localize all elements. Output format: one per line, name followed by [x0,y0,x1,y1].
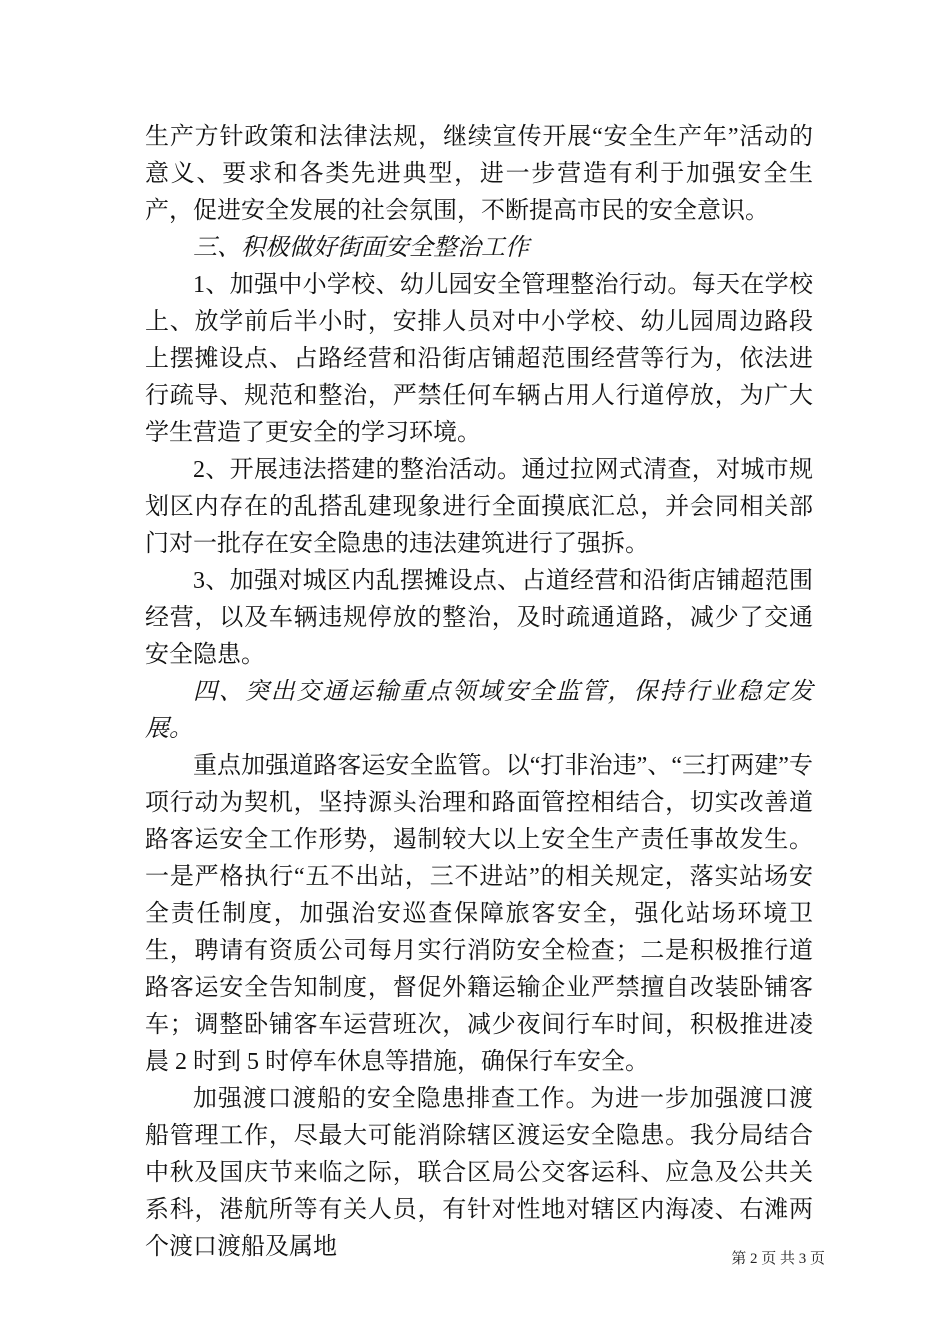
page-number-label: 第 2 页 共 3 页 [731,1251,825,1267]
body-paragraph: 2、开展违法搭建的整治活动。通过拉网式清查，对城市规划区内存在的乱搭乱建现象进行全面摸底汇总，并会同相关部门对一批存在安全隐患的违法建筑进行了强拆。 [145,457,813,557]
body-paragraph: 1、加强中小学校、幼儿园安全管理整治行动。每天在学校上、放学前后半小时，安排人员对中小学校、幼儿园周边路段上摆摊设点、占路经营和沿街店铺超范围经营等行为，依法进行疏导、规范和整治，严禁任何车辆占用人行道停放，为广大学生营造了更安全的学习环境。 [145,272,813,446]
body-paragraph: 3、加强对城区内乱摆摊设点、占道经营和沿街店铺超范围经营，以及车辆违规停放的整治，及时疏通道路，减少了交通安全隐患。 [145,568,813,668]
body-paragraph: 加强渡口渡船的安全隐患排查工作。为进一步加强渡口渡船管理工作，尽最大可能消除辖区渡运安全隐患。我分局结合中秋及国庆节来临之际，联合区局公交客运科、应急及公共关系科，港航所等有关人员，有针对性地对辖区内海凌、右滩两个渡口渡船及属地 [145,1086,813,1260]
document-body [145,119,813,1266]
section-heading: 四、突出交通运输重点领域安全监管，保持行业稳定发展。 [145,679,813,742]
body-paragraph: 重点加强道路客运安全监管。以“打非治违”、“三打两建”专项行动为契机，坚持源头治理和路面管控相结合，切实改善道路客运安全工作形势，遏制较大以上安全生产责任事故发生。一是严格执行“五不出站，三不进站”的相关规定，落实站场安全责任制度，加强治安巡查保障旅客安全，强化站场环境卫生，聘请有资质公司每月实行消防安全检查；二是积极推行道路客运安全告知制度，督促外籍运输企业严禁擅自改装卧铺客车；调整卧铺客车运营班次，减少夜间行车时间，积极推进凌晨 2 时到 5 时停车休息等措施，确保行车安全。 [145,753,813,1075]
body-paragraph: 生产方针政策和法律法规，继续宣传开展“安全生产年”活动的意义、要求和各类先进典型，进一步营造有利于加强安全生产，促进安全发展的社会氛围，不断提高市民的安全意识。 [145,124,813,224]
section-heading: 三、积极做好街面安全整治工作 [193,235,529,261]
page-footer [731,1250,825,1268]
